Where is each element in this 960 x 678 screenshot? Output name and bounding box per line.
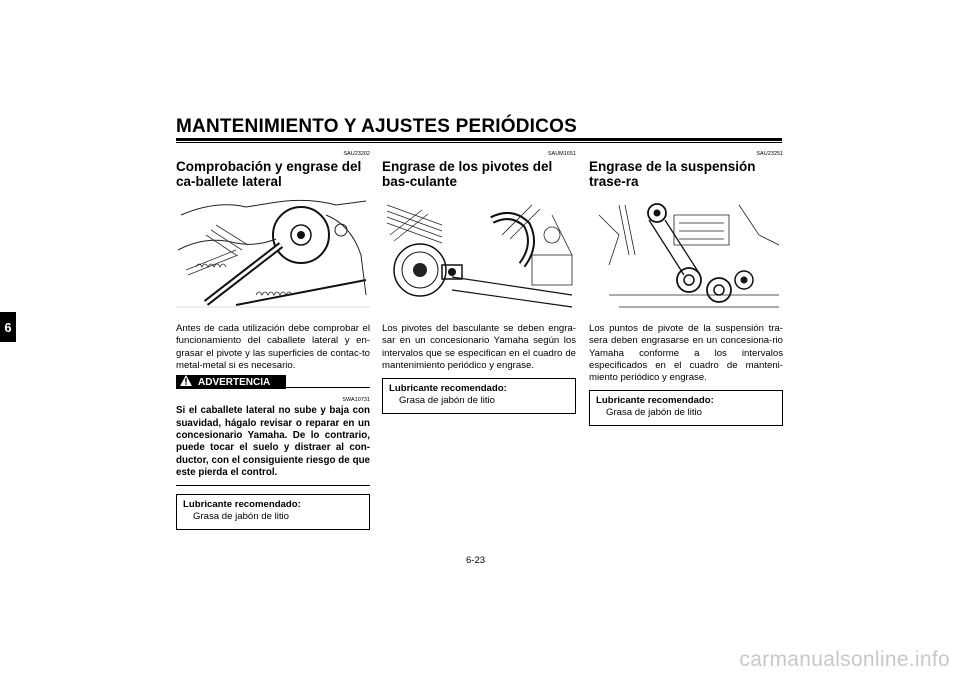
lubricant-box bbox=[589, 390, 783, 426]
section-body: Antes de cada utilización debe comprobar el funcionamiento del caballete lateral y en-grasar el pivote y las superficies de contac-to metal-metal si es necesario. bbox=[176, 323, 370, 371]
warning-text: Si el caballete lateral no sube y baja con suavidad, hágalo revisar o reparar en un concesionario Yamaha. De lo contrario, puede tocar el suelo y distraer al con-ductor, con el consiguiente riesgo de que este pierda el control. bbox=[176, 405, 370, 479]
section-heading: Comprobación y engrase del ca-ballete lateral bbox=[176, 159, 362, 189]
page-title: MANTENIMIENTO Y AJUSTES PERIÓDICOS bbox=[176, 116, 577, 137]
section-code: SAU23251 bbox=[756, 151, 783, 157]
warning-label: ADVERTENCIA bbox=[198, 376, 271, 388]
section-body: Los puntos de pivote de la suspensión tra-sera deben engrasarse en un concesiona-rio Yamaha conforme a los intervalos especificados en el cuadro de manteni-miento periódico y engrase. bbox=[589, 323, 783, 384]
lubricant-label: Lubricante recomendado: bbox=[183, 498, 301, 510]
section-rear-suspension bbox=[589, 150, 783, 426]
header-rule-thin bbox=[176, 142, 782, 143]
section-swingarm bbox=[382, 150, 576, 414]
chapter-tab: 6 bbox=[0, 312, 16, 342]
section-sidestand bbox=[176, 150, 370, 530]
section-code: SAUM1651 bbox=[547, 151, 576, 157]
lubricant-box bbox=[176, 494, 370, 530]
lubricant-value: Grasa de jabón de litio bbox=[193, 510, 289, 522]
swingarm-pivot-illustration bbox=[382, 195, 576, 315]
lubricant-box bbox=[382, 378, 576, 414]
warning-rule bbox=[286, 387, 370, 388]
warning-end-rule bbox=[176, 485, 370, 486]
warning-badge bbox=[176, 375, 286, 389]
section-body: Los pivotes del basculante se deben engra-sar en un concesionario Yamaha según los intervalos que se especifican en el cuadro de mantenimiento periódico y engrase. bbox=[382, 323, 576, 371]
section-code: SAU23202 bbox=[343, 151, 370, 157]
section-heading: Engrase de la suspensión trase-ra bbox=[589, 159, 756, 189]
section-heading: Engrase de los pivotes del bas-culante bbox=[382, 159, 553, 189]
warning-code: SWA10731 bbox=[342, 397, 370, 404]
lubricant-value: Grasa de jabón de litio bbox=[399, 395, 495, 407]
sidestand-illustration bbox=[176, 195, 370, 315]
watermark: carmanualsonline.info bbox=[739, 648, 950, 671]
page-number: 6-23 bbox=[466, 555, 486, 566]
warning-triangle-icon bbox=[180, 375, 192, 389]
warning-header bbox=[176, 375, 370, 397]
header-rule bbox=[176, 138, 782, 141]
rear-suspension-illustration bbox=[589, 195, 783, 315]
lubricant-label: Lubricante recomendado: bbox=[389, 383, 507, 395]
lubricant-value: Grasa de jabón de litio bbox=[606, 407, 702, 419]
lubricant-label: Lubricante recomendado: bbox=[596, 395, 714, 407]
